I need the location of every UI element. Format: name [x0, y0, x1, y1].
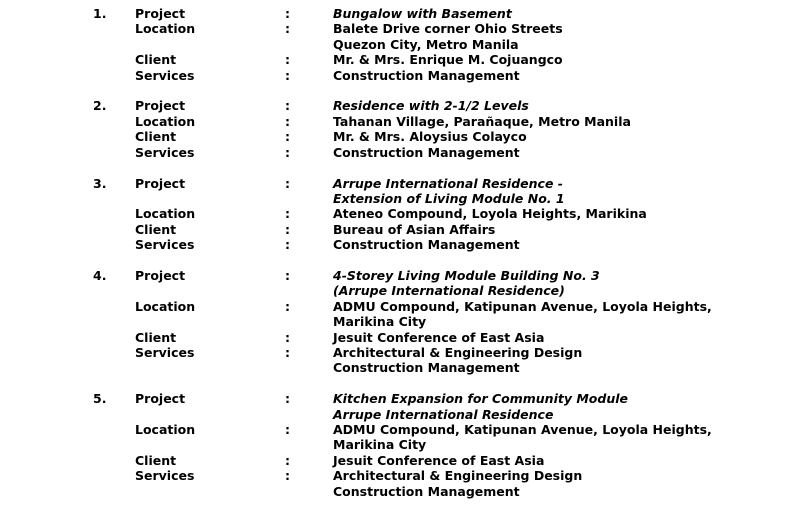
services-row	[0, 68, 810, 83]
location-row-continued	[0, 314, 810, 329]
separator: :	[285, 344, 290, 360]
separator: :	[285, 391, 290, 407]
project-name: Residence with 2-1/2 Levels	[333, 98, 529, 114]
services-label: Services	[135, 144, 195, 160]
project-label: Project	[135, 267, 186, 283]
client-label: Client	[135, 52, 177, 68]
location-value: Quezon City, Metro Manila	[333, 36, 519, 52]
separator: :	[285, 452, 290, 468]
location-label: Location	[135, 113, 196, 129]
separator: :	[285, 6, 290, 21]
location-value: ADMU Compound, Katipunan Avenue, Loyola Heights,	[333, 298, 712, 314]
location-row	[0, 21, 810, 36]
project-name: (Arrupe International Residence)	[333, 283, 565, 299]
project-row	[0, 391, 810, 406]
project-row-continued	[0, 191, 810, 206]
client-value: Bureau of Asian Affairs	[333, 221, 496, 237]
location-value: Tahanan Village, Parañaque, Metro Manila	[333, 113, 631, 129]
project-entry	[0, 6, 810, 83]
services-value: Construction Management	[333, 237, 520, 253]
client-row	[0, 453, 810, 468]
project-entry	[0, 98, 810, 160]
location-row	[0, 206, 810, 221]
client-label: Client	[135, 129, 177, 145]
client-label: Client	[135, 452, 177, 468]
separator: :	[285, 52, 290, 68]
project-row	[0, 6, 810, 21]
project-row	[0, 176, 810, 191]
project-name: Extension of Living Module No. 1	[333, 190, 565, 206]
services-row	[0, 237, 810, 252]
separator: :	[285, 113, 290, 129]
separator: :	[285, 421, 290, 437]
separator: :	[285, 206, 290, 222]
project-name: Kitchen Expansion for Community Module	[333, 391, 628, 407]
separator: :	[285, 67, 290, 83]
services-row	[0, 468, 810, 483]
client-row	[0, 222, 810, 237]
project-row	[0, 98, 810, 113]
services-label: Services	[135, 67, 195, 83]
separator: :	[285, 329, 290, 345]
separator: :	[285, 468, 290, 484]
services-value: Architectural & Engineering Design	[333, 468, 583, 484]
services-value: Construction Management	[333, 483, 520, 499]
project-label: Project	[135, 175, 186, 191]
separator: :	[285, 221, 290, 237]
project-entry	[0, 176, 810, 253]
project-label: Project	[135, 98, 186, 114]
location-row	[0, 422, 810, 437]
location-value: ADMU Compound, Katipunan Avenue, Loyola Heights,	[333, 421, 712, 437]
separator: :	[285, 237, 290, 253]
project-row	[0, 268, 810, 283]
project-entry	[0, 391, 810, 499]
location-label: Location	[135, 298, 196, 314]
separator: :	[285, 298, 290, 314]
separator: :	[285, 267, 290, 283]
separator: :	[285, 98, 290, 114]
services-row-continued	[0, 360, 810, 375]
entry-number: 2.	[93, 98, 107, 114]
project-label: Project	[135, 391, 186, 407]
services-row-continued	[0, 484, 810, 499]
client-label: Client	[135, 329, 177, 345]
location-value: Marikina City	[333, 437, 427, 453]
project-row-continued	[0, 283, 810, 298]
entry-number: 5.	[93, 391, 107, 407]
project-list	[0, 6, 810, 514]
project-name: Bungalow with Basement	[333, 6, 512, 21]
project-label: Project	[135, 6, 186, 21]
services-label: Services	[135, 344, 195, 360]
project-name: Arrupe International Residence	[333, 406, 554, 422]
location-value: Ateneo Compound, Loyola Heights, Marikina	[333, 206, 647, 222]
separator: :	[285, 144, 290, 160]
services-label: Services	[135, 237, 195, 253]
location-row-continued	[0, 37, 810, 52]
client-row	[0, 52, 810, 67]
services-value: Construction Management	[333, 67, 520, 83]
client-value: Mr. & Mrs. Enrique M. Cojuangco	[333, 52, 563, 68]
client-value: Mr. & Mrs. Aloysius Colayco	[333, 129, 527, 145]
separator: :	[285, 175, 290, 191]
client-row	[0, 330, 810, 345]
separator: :	[285, 21, 290, 37]
location-row-continued	[0, 437, 810, 452]
project-entry	[0, 268, 810, 376]
project-name: Arrupe International Residence -	[333, 175, 563, 191]
location-row	[0, 114, 810, 129]
services-value: Construction Management	[333, 360, 520, 376]
entry-number: 1.	[93, 6, 107, 21]
client-label: Client	[135, 221, 177, 237]
client-row	[0, 129, 810, 144]
location-value: Marikina City	[333, 314, 427, 330]
location-row	[0, 299, 810, 314]
location-label: Location	[135, 421, 196, 437]
location-label: Location	[135, 206, 196, 222]
services-row	[0, 145, 810, 160]
client-value: Jesuit Conference of East Asia	[333, 329, 545, 345]
location-label: Location	[135, 21, 196, 37]
services-row	[0, 345, 810, 360]
entry-number: 3.	[93, 175, 107, 191]
services-label: Services	[135, 468, 195, 484]
project-name: 4-Storey Living Module Building No. 3	[333, 267, 600, 283]
project-row-continued	[0, 407, 810, 422]
services-value: Construction Management	[333, 144, 520, 160]
location-value: Balete Drive corner Ohio Streets	[333, 21, 563, 37]
separator: :	[285, 129, 290, 145]
client-value: Jesuit Conference of East Asia	[333, 452, 545, 468]
entry-number: 4.	[93, 267, 107, 283]
services-value: Architectural & Engineering Design	[333, 344, 583, 360]
